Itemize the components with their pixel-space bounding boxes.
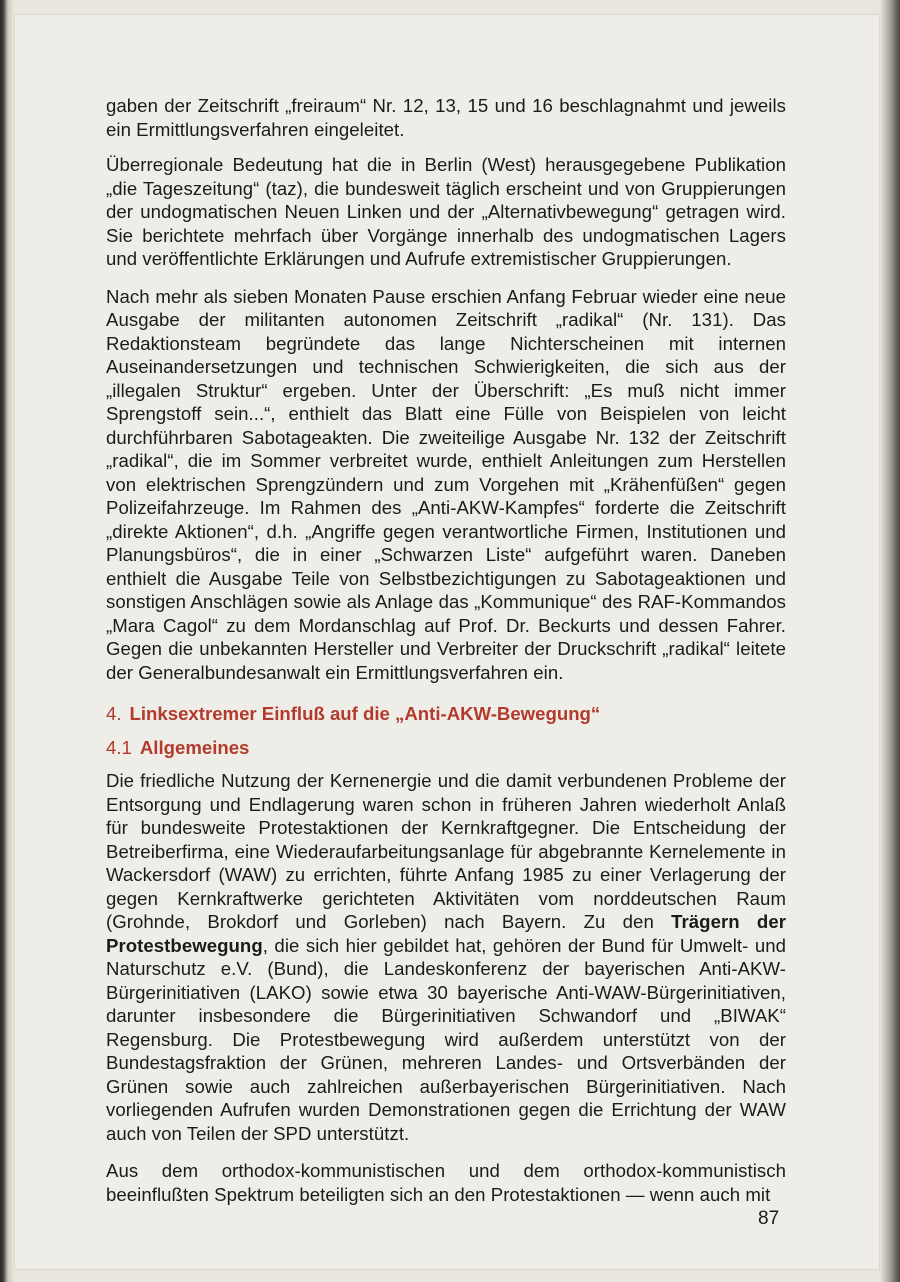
paragraph-taz: Überregionale Bedeutung hat die in Berlin (West) herausgegebene Publikation „die Tageszeitung“ (taz), die bundesweit täglich erscheint und von Gruppierungen der undogmatischen Neuen Linken und der „Alternativbewegung“ getragen wird. Sie berichtete mehrfach über Vorgänge innerhalb des undogmatischen Lagers und veröffentlichte Erklärungen und Aufrufe extremistischer Gruppierungen.	[106, 154, 786, 269]
paragraph-allgemeines-bold: Trägern der Protestbewegung	[106, 911, 786, 956]
subsection-heading	[106, 736, 786, 760]
paragraph-allgemeines-part2: , die sich hier gebildet hat, gehören der Bund für Umwelt- und Naturschutz e.V. (Bund), die Landeskonferenz der bayerischen Anti-AKW-Bürgerinitiativen (LAKO) sowie etwa 30 bayerische Anti-WAW-Bürgerinitiativen, darunter insbesondere die Bürgerinitiativen Schwandorf und „BIWAK“ Regensburg. Die Protestbewegung wird außerdem unterstützt von der Bundestagsfraktion der Grünen, mehreren Landes- und Ortsverbänden der Grünen sowie auch zahlreichen außerbayerischen Bürgerinitiativen. Nach vorliegenden Aufrufen wurden Demonstrationen gegen die Errichtung der WAW auch von Teilen der SPD unterstützt.	[106, 934, 786, 1144]
page-binding-edge	[0, 0, 14, 1282]
paragraph-orthodox: Aus dem orthodox-kommunistischen und dem orthodox-kommunistisch beeinflußten Spektrum beteiligten sich an den Protestaktionen — wenn auch mit	[106, 1160, 786, 1205]
paragraph-allgemeines	[106, 769, 786, 1145]
paragraph-freiraum: gaben der Zeitschrift „freiraum“ Nr. 12, 13, 15 und 16 beschlagnahmt und jeweils ein Ermittlungsverfahren eingeleitet.	[106, 95, 786, 140]
subsection-number: 4.1	[106, 736, 132, 758]
section-heading	[106, 702, 786, 726]
paragraph-allgemeines-part1: Die friedliche Nutzung der Kernenergie und die damit verbundenen Probleme der Entsorgung und Endlagerung waren schon in früheren Jahren wiederholt Anlaß für bundesweite Protestaktionen der Kernkraftgegner. Die Entscheidung der Betreiberfirma, eine Wiederaufarbeitungsanlage für abgebrannte Kernelemente in Wackersdorf (WAW) zu errichten, führte Anfang 1985 zu einer Verlagerung der gegen Kernkraftwerke gerichteten Aktivitäten vom norddeutschen Raum (Grohnde, Brokdorf und Gorleben) nach Bayern. Zu den	[106, 770, 786, 932]
page-number: 87	[758, 1208, 780, 1229]
section-number: 4.	[106, 703, 122, 724]
subsection-title: Allgemeines	[139, 736, 250, 758]
document-body	[106, 94, 786, 1220]
paragraph-radikal: Nach mehr als sieben Monaten Pause erschien Anfang Februar wieder eine neue Ausgabe der militanten autonomen Zeitschrift „radikal“ (Nr. 131). Das Redaktionsteam begründete das lange Nichterscheinen mit internen Auseinandersetzungen und technischen Schwierigkeiten, die sich aus der „illegalen Struktur“ ergeben. Unter der Überschrift: „Es muß nicht immer Sprengstoff sein...“, enthielt das Blatt eine Fülle von Beispielen von leicht durchführbaren Sabotageakten. Die zweiteilige Ausgabe Nr. 132 der Zeitschrift „radikal“, die im Sommer verbreitet wurde, enthielt Anleitungen zum Herstellen von elektrischen Sprengzündern und zum Vorgehen mit „Krähenfüßen“ gegen Polizeifahrzeuge. Im Rahmen des „Anti-AKW-Kampfes“ forderte die Zeitschrift „direkte Aktionen“, d.h. „Angriffe gegen verantwortliche Firmen, Institutionen und Planungsbüros“, die in einer „Schwarzen Liste“ aufgeführt waren. Daneben enthielt die Ausgabe Teile von Selbstbezichtigungen zu Sabotageaktionen und sonstigen Anschlägen sowie als Anlage das „Kommunique“ des RAF-Kommandos „Mara Cagol“ zu dem Mordanschlag auf Prof. Dr. Beckurts und dessen Fahrer. Gegen die unbekannten Hersteller und Verbreiter der Druckschrift „radikal“ leitete der Generalbundesanwalt ein Ermittlungsverfahren ein.	[106, 285, 786, 683]
page-shadow-edge	[880, 0, 900, 1282]
section-title: Linksextremer Einfluß auf die „Anti-AKW-Bewegung“	[129, 703, 601, 724]
